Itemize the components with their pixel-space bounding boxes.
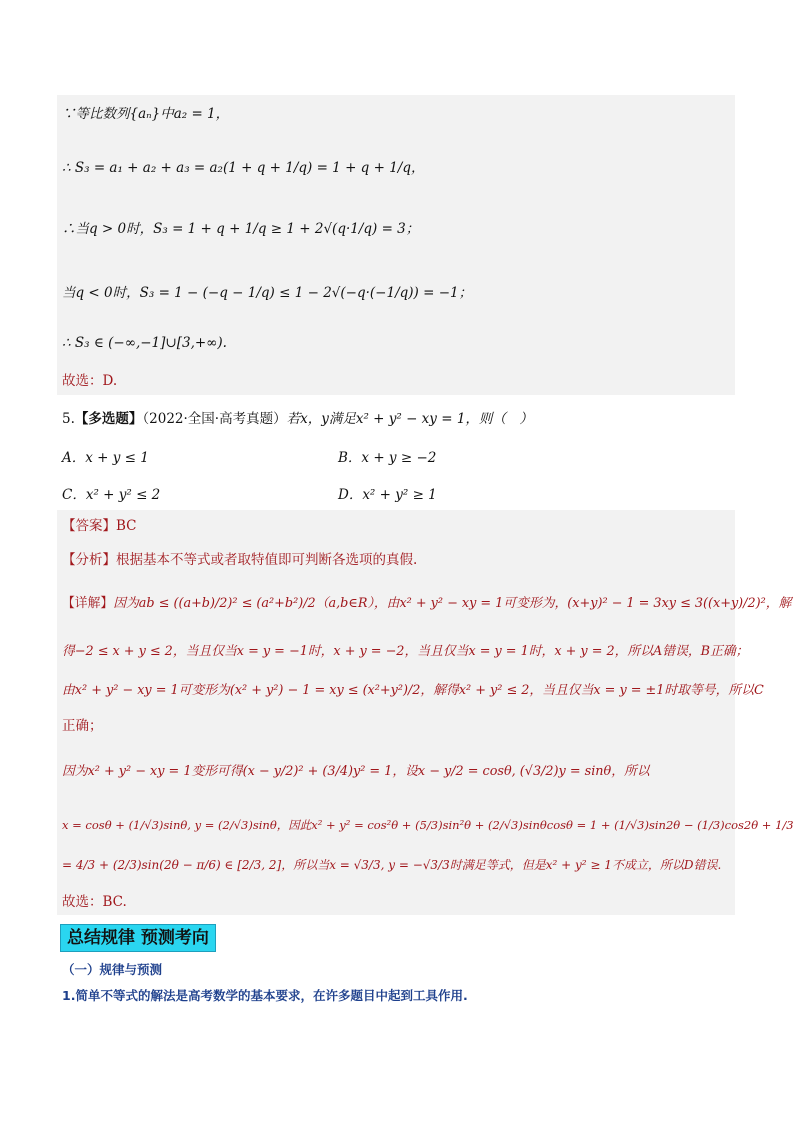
question-5-stem bbox=[62, 409, 533, 429]
question-tag: 【多选题】 bbox=[74, 411, 143, 427]
solution-line-1: ∵等比数列{aₙ}中a₂ = 1， bbox=[62, 106, 230, 122]
detail-line-5: 因为x² + y² − xy = 1变形可得(x − y/2)² + (3/4)y² = 1，设x − y/2 = cosθ, (√3/2)y = sinθ，所以 bbox=[62, 764, 650, 779]
sub-heading: （一）规律与预测 bbox=[62, 962, 163, 977]
rule-point-1: 1.简单不等式的解法是高考数学的基本要求，在许多题目中起到工具作用. bbox=[62, 988, 468, 1003]
detail-label: 【详解】 bbox=[62, 596, 114, 611]
option-b: B．x + y ≥ −2 bbox=[338, 450, 437, 466]
analysis-line bbox=[62, 550, 417, 570]
question-number: 5. bbox=[62, 411, 75, 427]
detail-line-2: 得−2 ≤ x + y ≤ 2，当且仅当x = y = −1时，x + y = −2，当且仅当x = y = 1时，x + y = 2，所以A错误，B正确； bbox=[62, 644, 749, 659]
section-banner: 总结规律 预测考向 bbox=[60, 924, 216, 952]
option-c: C．x² + y² ≤ 2 bbox=[62, 487, 161, 503]
answer-line: 【答案】BC bbox=[62, 518, 137, 534]
detail-line-4: 正确； bbox=[62, 718, 103, 734]
option-a: A．x + y ≤ 1 bbox=[62, 450, 149, 466]
detail-line-6: x = cosθ + (1/√3)sinθ, y = (2/√3)sinθ，因此x² + y² = cos²θ + (5/3)sin²θ + (2/√3)sinθcosθ = 1 + (1/√3)sin2θ − (1/3)cos2θ + 1/3 bbox=[62, 818, 794, 832]
detail-line-7: = 4/3 + (2/3)sin(2θ − π/6) ∈ [2/3, 2]，所以当x = √3/3, y = −√3/3时满足等式，但是x² + y² ≥ 1不成立，所以D错误. bbox=[62, 858, 722, 872]
detail-line-3: 由x² + y² − xy = 1可变形为(x² + y²) − 1 = xy ≤ (x²+y²)/2，解得x² + y² ≤ 2，当且仅当x = y = ±1时取等号，所以C bbox=[62, 683, 764, 698]
question-source: （2022·全国·高考真题） bbox=[142, 411, 287, 427]
solution-line-3: ∴当q > 0时，S₃ = 1 + q + 1/q ≥ 1 + 2√(q·1/q) = 3； bbox=[62, 221, 420, 237]
solution-conclusion: 故选：D. bbox=[62, 373, 118, 389]
option-d: D．x² + y² ≥ 1 bbox=[338, 487, 437, 503]
solution-line-4: 当q < 0时，S₃ = 1 − (−q − 1/q) ≤ 1 − 2√(−q·(−1/q)) = −1； bbox=[62, 285, 473, 301]
solution-line-2: ∴ S₃ = a₁ + a₂ + a₃ = a₂(1 + q + 1/q) = 1 + q + 1/q， bbox=[62, 160, 425, 176]
detail-text-1: 因为ab ≤ ((a+b)/2)² ≤ (a²+b²)/2（a,b∈R），由x² + y² − xy = 1可变形为，(x+y)² − 1 = 3xy ≤ 3((x+y)/2)²，解 bbox=[113, 596, 792, 611]
analysis-label: 【分析】 bbox=[62, 552, 116, 568]
analysis-text: 根据基本不等式或者取特值即可判断各选项的真假. bbox=[116, 552, 418, 568]
answer-conclusion: 故选：BC. bbox=[62, 894, 127, 910]
question-text: 若x，y满足x² + y² − xy = 1，则（ ） bbox=[286, 411, 533, 427]
solution-line-5: ∴ S₃ ∈ (−∞,−1]∪[3,+∞). bbox=[62, 335, 227, 351]
detail-line-1 bbox=[62, 594, 791, 614]
